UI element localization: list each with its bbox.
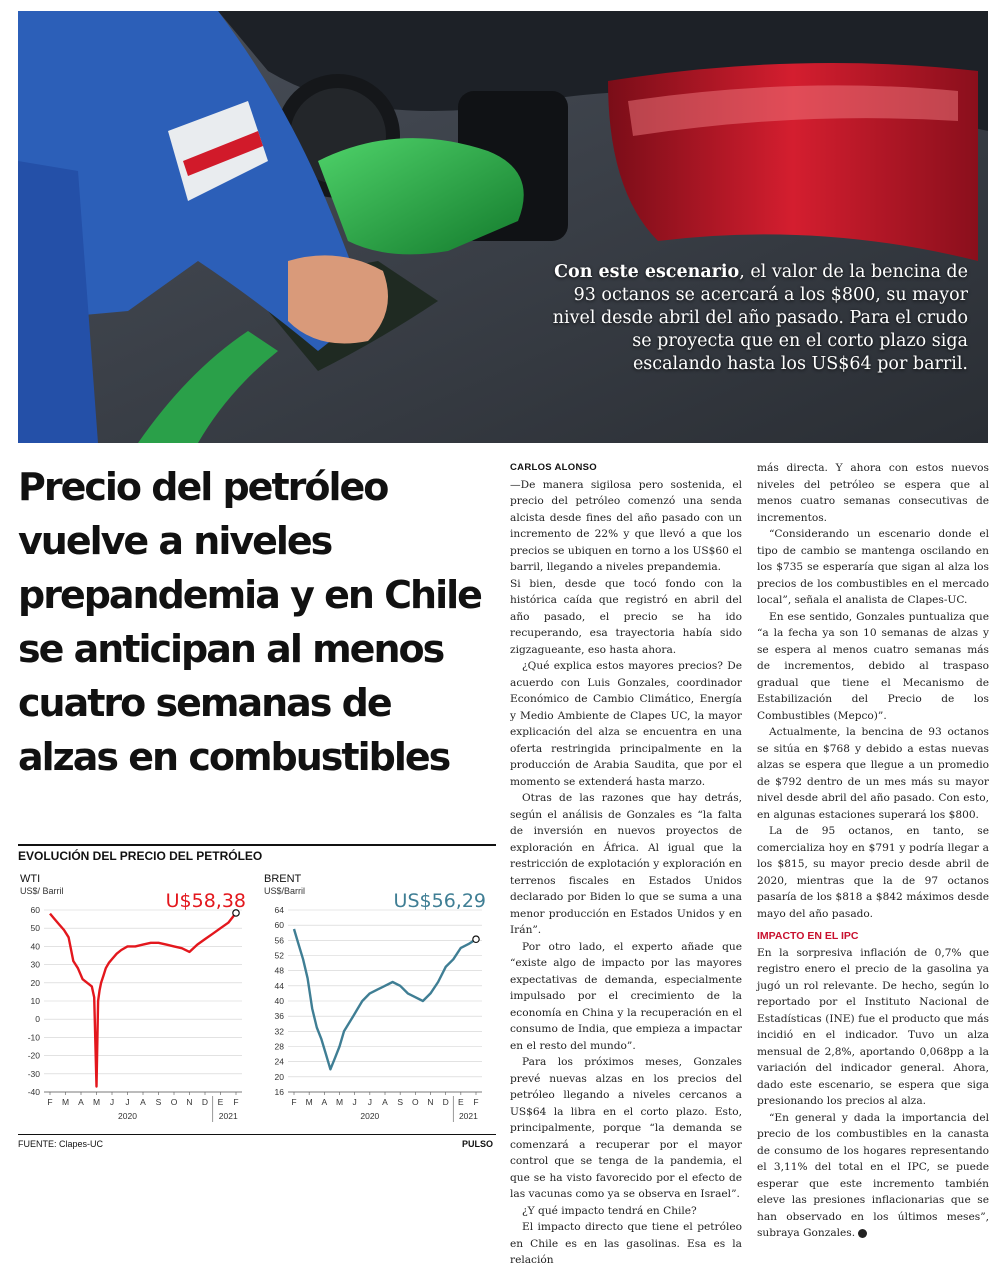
x-tick-label: J	[109, 1097, 115, 1107]
brent-chart-svg	[262, 870, 496, 1130]
paragraph: ¿Qué explica estos mayores precios? De acuerdo con Luis Gonzales, coordinador Económico de Cambio Climático, Energía y Medio Ambiente de Clapes UC, la mayor explicación del alza se encuentra en una oferta restringida principalmente en la producción de Arabia Saudita, que por el momento se extenderá hasta marzo.	[510, 660, 742, 788]
y-tick-label: 16	[274, 1087, 284, 1097]
y-tick-label: -10	[27, 1032, 40, 1043]
y-tick-label: 56	[274, 935, 284, 946]
y-tick-label: 10	[30, 996, 40, 1006]
article-headline: Precio del petróleo vuelve a niveles prepandemia y en Chile se anticipan al menos cuatro semanas de alzas en combustibles	[18, 465, 481, 779]
outlet-name: PULSO	[462, 1139, 494, 1149]
x-tick-label: D	[201, 1097, 209, 1107]
paragraph: Otras de las razones que hay detrás, según el análisis de Gonzales es “la falta de inversión en nuevos proyectos de exploración en África. Al igual que la restricción de explotación y exploración en terrenos fiscales en Estados Unidos declarado por Biden lo que se suma a una menor producción en Estados Unidos y en Irán”.	[510, 792, 742, 936]
year-label: 2021	[218, 1111, 238, 1121]
x-tick-label: M	[305, 1097, 313, 1107]
y-tick-label: 44	[274, 980, 284, 991]
chart-source: FUENTE: Clapes-UC	[18, 1139, 104, 1149]
y-tick-label: 28	[274, 1041, 284, 1052]
chart-bottom-rule	[18, 1134, 496, 1135]
paragraph: “Considerando un escenario donde el tipo de cambio se mantenga oscilando en los $735 se esperaría que sigan al alza los precios de los combustibles en el mercado local”, señala el analista de Clapes-UC.	[757, 528, 989, 606]
x-tick-label: N	[427, 1097, 434, 1107]
paragraph: La de 95 octanos, en tanto, se comercializa hoy en $791 y podría llegar a los $815, su mayor precio desde abril de 2020, mientras que la de 97 octanos pasaría de los $818 a $842 máximos desde mayo del año pasado.	[757, 825, 989, 920]
year-label: 2020	[360, 1111, 380, 1121]
x-tick-label: S	[397, 1097, 404, 1107]
paragraph	[757, 1110, 989, 1242]
x-tick-label: M	[335, 1097, 344, 1107]
y-axis-label: US$/Barril	[264, 886, 306, 896]
paragraph: —De manera sigilosa pero sostenida, el precio del petróleo comenzó una senda alcista desde fines del año pasado con un incremento de 22% y que llevó a que los precios se ubiquen en torno a los US$60 el barril, llegando a niveles prepandemia.	[510, 478, 742, 573]
chart-section-title: EVOLUCIÓN DEL PRECIO DEL PETRÓLEO	[18, 849, 263, 863]
x-tick-label: A	[382, 1097, 388, 1107]
paragraph: más directa. Y ahora con estos nuevos niveles del petróleo se espera que al menos cuatro semanas consecutivas de incrementos.	[757, 462, 989, 524]
y-axis-label: US$/ Barril	[20, 886, 64, 896]
y-tick-label: -20	[27, 1050, 40, 1061]
x-tick-label: A	[321, 1097, 328, 1107]
last-point-marker	[473, 936, 479, 942]
x-tick-label: F	[233, 1097, 239, 1107]
y-tick-label: 40	[274, 996, 284, 1006]
y-tick-label: 36	[274, 1011, 284, 1022]
year-label: 2021	[458, 1111, 478, 1121]
x-tick-label: J	[125, 1097, 130, 1107]
x-tick-label: A	[78, 1097, 84, 1107]
y-tick-label: 30	[30, 959, 40, 970]
fuel-pump-illustration	[18, 11, 988, 443]
paragraph: En la sorpresiva inflación de 0,7% que registro enero el precio de la gasolina ya jugó un rol relevante. De hecho, según lo reportado por el Instituto Nacional de Estadísticas (INE) fue el producto que más incidió en el indicador. Tuvo un alza mensual de 2,8%, aportando 0,068pp a la variación del indicador general. Ahora, dado este escenario, se espera que siga presionando los precios al alza.	[757, 946, 989, 1107]
y-tick-label: 20	[30, 977, 40, 988]
paragraph: Para los próximos meses, Gonzales prevé nuevas alzas en los precios del petróleo llegando a niveles cercanos a US$64 la libra en el corto plazo. Esto, principalmente, porque “la demanda se comenzará a recuperar por el mayor control que se tenga de la pandemia, el que se ha visto favorecido por el efecto de las vacunas como ya se observa en Israel”.	[510, 1056, 742, 1200]
x-tick-label: D	[442, 1097, 449, 1107]
x-tick-label: F	[291, 1097, 297, 1107]
x-tick-label: A	[140, 1097, 146, 1107]
section-subhead: IMPACTO EN EL IPC	[757, 930, 859, 942]
y-tick-label: 52	[274, 950, 284, 961]
x-tick-label: S	[155, 1097, 162, 1107]
y-tick-label: 20	[274, 1071, 284, 1082]
chart-top-rule	[18, 844, 496, 846]
chart-title: WTI	[20, 873, 41, 885]
y-tick-label: 60	[274, 920, 284, 931]
end-of-article-icon	[858, 1229, 867, 1238]
y-tick-label: 64	[274, 905, 284, 915]
y-tick-label: 40	[30, 941, 40, 952]
wti-chart	[18, 870, 256, 1130]
paragraph: El impacto directo que tiene el petróleo en Chile es en las gasolinas. Esa es la relación	[510, 1221, 742, 1266]
y-tick-label: 60	[30, 905, 40, 915]
series-line	[294, 929, 476, 1069]
article-column-1	[510, 460, 742, 1269]
paragraph-text: “En general y dada la importancia del precio de los combustibles en la canasta de consumo de los hogares representando el 3,11% del total en el IPC, se puede esperar que este incremento también eleve las presiones inflacionarias que se han observado en los últimos meses”, subraya Gonzales.	[757, 1111, 989, 1239]
paragraph: Actualmente, la bencina de 93 octanos se sitúa en $768 y debido a estas nuevas alzas se espera que llegue a un promedio de $792 dentro de un mes más su mayor nivel desde abril del año pasado. Con esto, en algunas estaciones superará los $800.	[757, 726, 989, 821]
wti-chart-svg	[18, 870, 256, 1130]
year-label: 2020	[118, 1111, 137, 1121]
paragraph: En ese sentido, Gonzales puntualiza que “a la fecha ya son 10 semanas de alzas y se espera al menos cuatro semanas más de incrementos, debido al traspaso gradual que tiene el Mecanismo de Estabilización del Precio de los Combustibles (Mepco)”.	[757, 610, 989, 722]
photo-caption	[548, 261, 968, 376]
x-tick-label: J	[352, 1097, 357, 1107]
y-tick-label: 24	[274, 1056, 284, 1067]
y-tick-label: 50	[30, 923, 40, 934]
caption-text: , el valor de la bencina de 93 octanos se acercará a los $800, su mayor nivel desde abril del año pasado. Para el crudo se proyecta que en el corto plazo siga escalando hasta los US$64 por barril.	[552, 262, 968, 374]
x-tick-label: N	[186, 1097, 193, 1107]
series-line	[50, 913, 236, 1087]
y-tick-label: -40	[27, 1087, 40, 1097]
x-tick-label: O	[170, 1097, 178, 1107]
y-tick-label: 0	[35, 1014, 40, 1025]
last-value-callout: US$56,29	[393, 890, 486, 912]
x-tick-label: O	[412, 1097, 419, 1107]
x-tick-label: M	[92, 1097, 101, 1107]
hero-photo	[18, 11, 988, 443]
x-tick-label: E	[457, 1097, 464, 1107]
y-tick-label: 32	[274, 1026, 284, 1037]
x-tick-label: J	[367, 1097, 372, 1107]
brent-chart	[262, 870, 496, 1130]
caption-lead: Con este escenario	[554, 262, 740, 282]
x-tick-label: M	[61, 1097, 70, 1107]
paragraph: Si bien, desde que tocó fondo con la histórica caída que registró en abril del año pasado, el precio se ha ido recuperando, esa trayectoria había sido zigzagueante, eso hasta ahora.	[510, 577, 742, 656]
byline: CARLOS ALONSO	[510, 462, 597, 473]
paragraph: Por otro lado, el experto añade que “existe algo de impacto por las mayores expectativas de demanda, especialmente impulsado por el crecimiento de la economía en China y la recuperación en el consumo de India, que empieza a impactar en el resto del mundo”.	[510, 940, 742, 1052]
x-tick-label: F	[473, 1097, 479, 1107]
last-value-callout: U$58,38	[165, 890, 246, 912]
x-tick-label: E	[217, 1097, 224, 1107]
x-tick-label: F	[47, 1097, 53, 1107]
paragraph: ¿Y qué impacto tendrá en Chile?	[522, 1204, 697, 1217]
y-tick-label: -30	[27, 1068, 40, 1079]
article-column-2	[757, 460, 989, 1242]
y-tick-label: 48	[274, 965, 284, 976]
chart-title: BRENT	[264, 873, 302, 885]
